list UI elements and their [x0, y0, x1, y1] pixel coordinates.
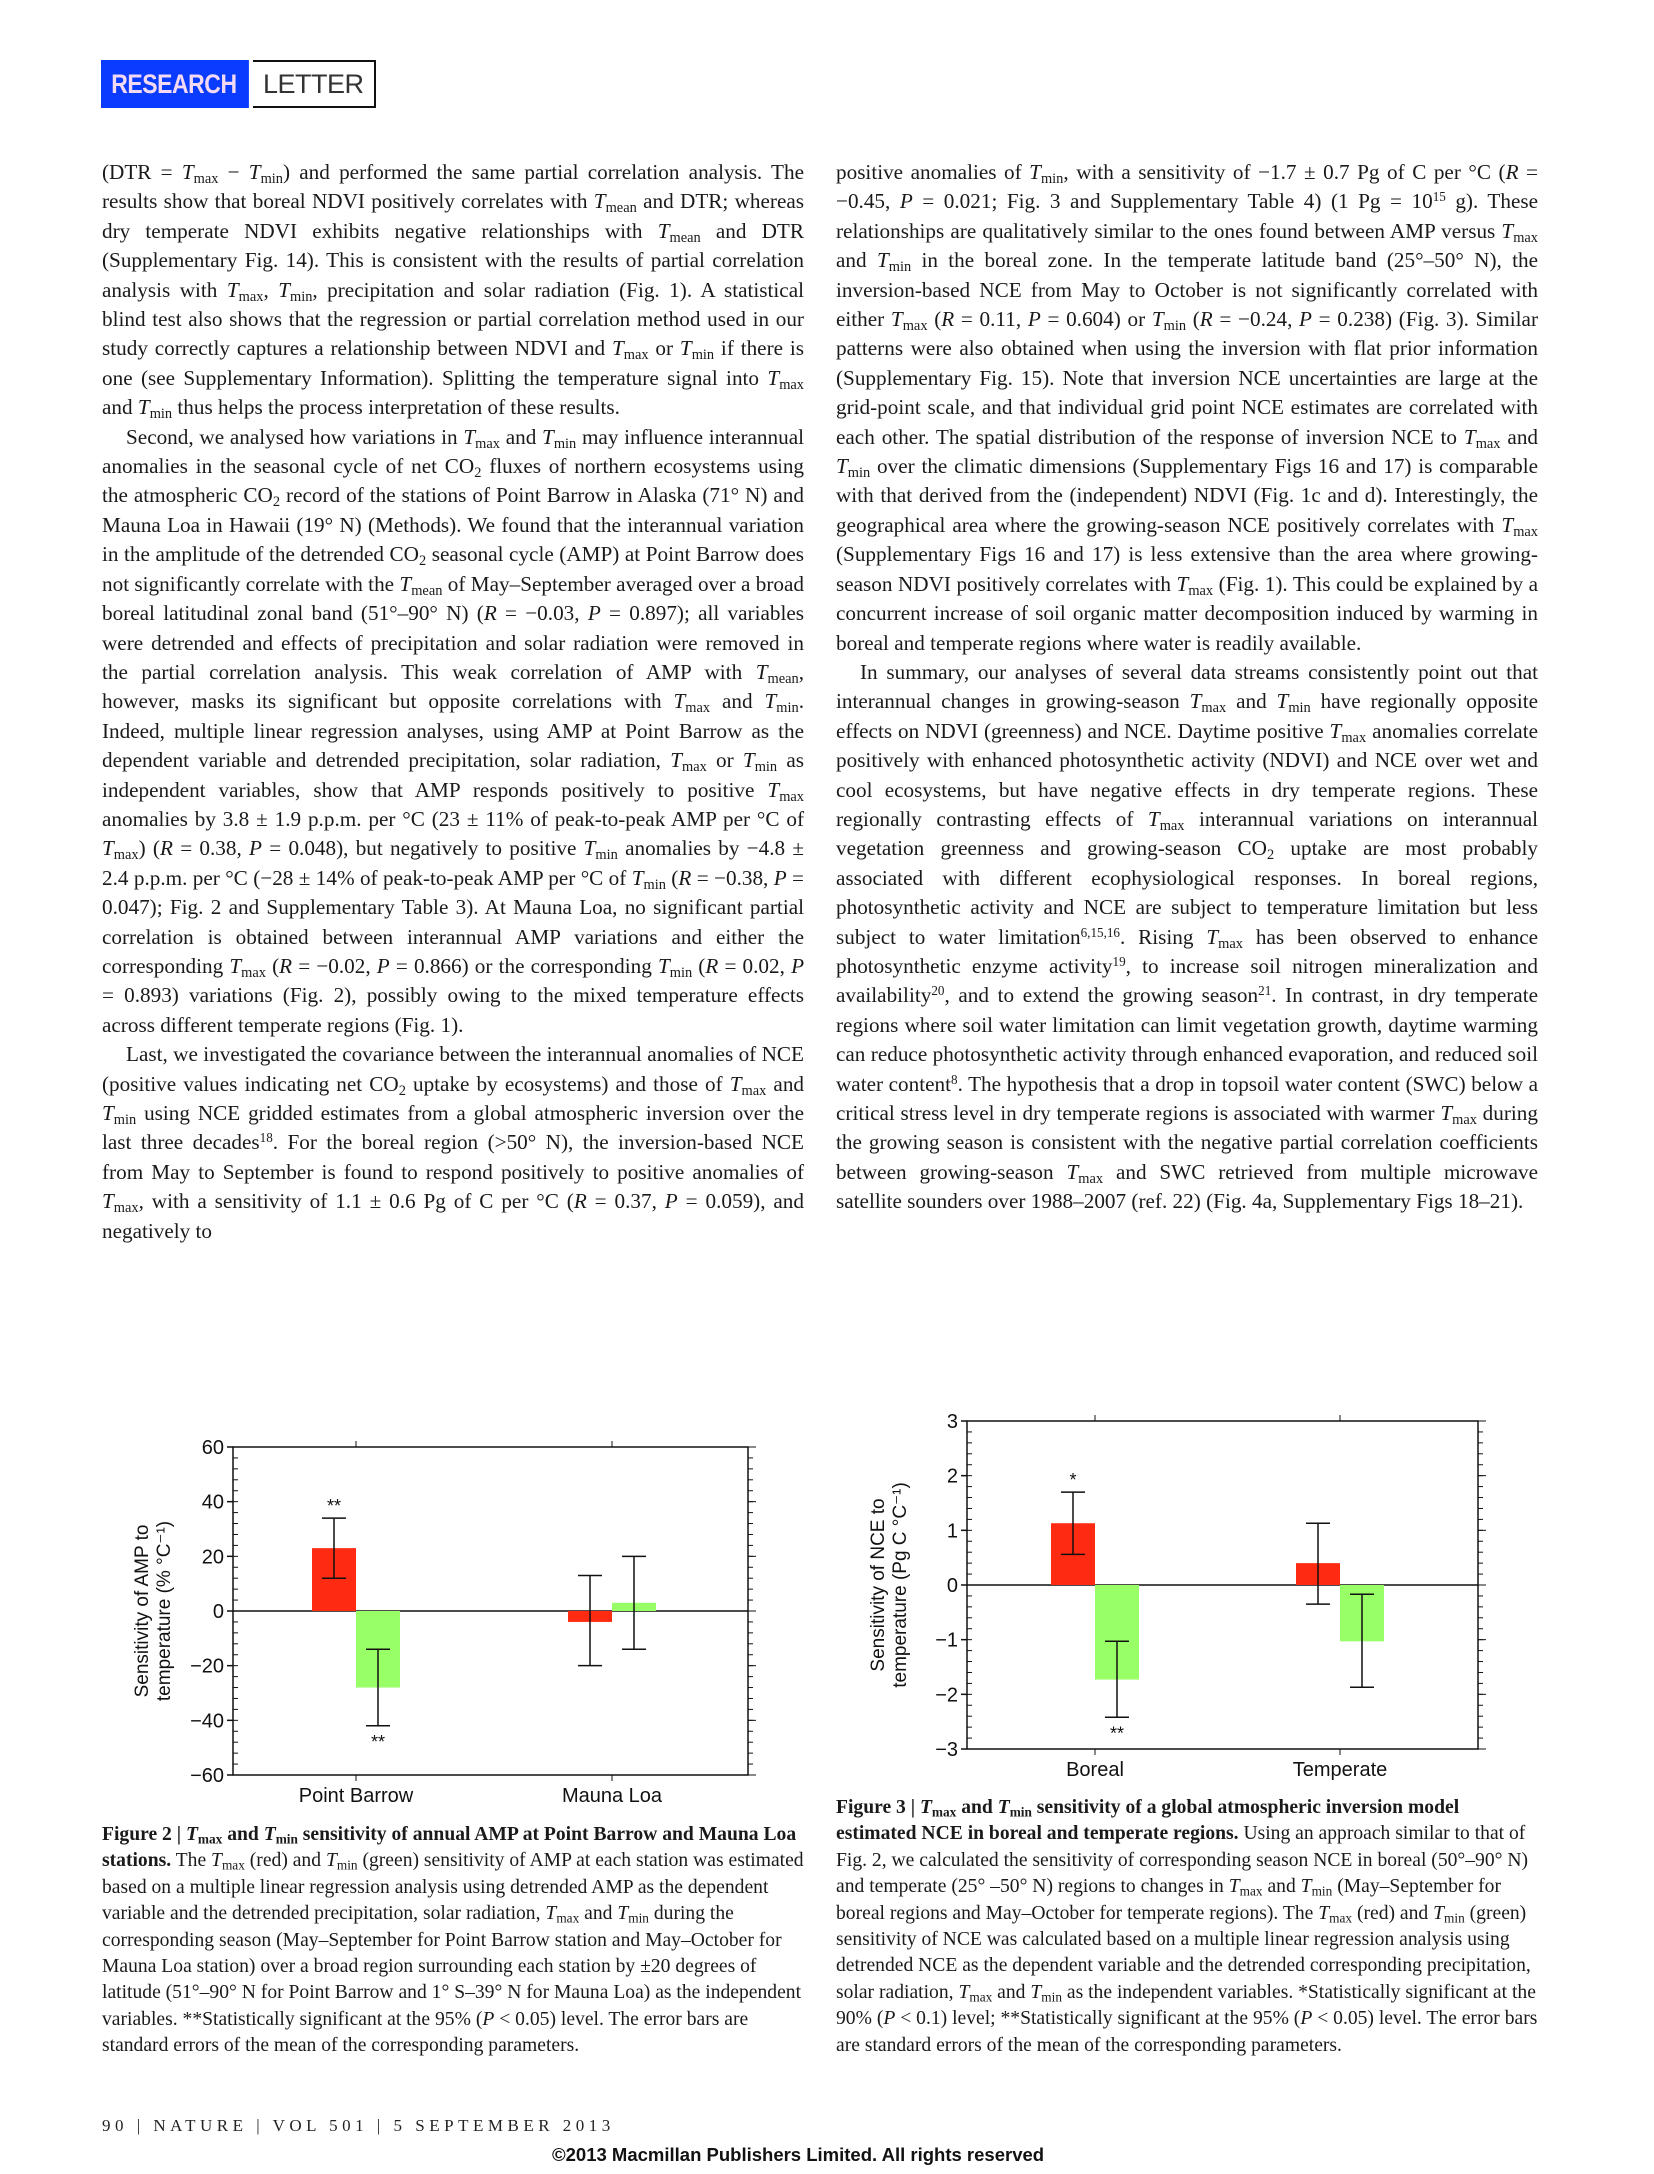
copyright-notice: ©2013 Macmillan Publishers Limited. All rights reserved	[552, 2144, 1045, 2165]
y-tick-label: 1	[946, 1520, 958, 1543]
issue-date: 5 SEPTEMBER 2013	[393, 2116, 615, 2135]
y-axis-label: temperature (% °C⁻¹)	[154, 1520, 175, 1702]
significance-marker: **	[326, 1496, 342, 1517]
y-tick-label: −1	[935, 1629, 958, 1652]
paragraph: $(DTR = T_{max} - T_{min})$ and performed the same partial correlation analysis. The results show that boreal NDVI positively correlates with $T_{mean}$ and DTR; whereas dry temperate NDVI exhibits negative relationships with $T_{mean}$ and DTR (Supplementary Fig. 14). This is consistent with the results of partial correlation analysis with $T_{max}$, $T_{min}$, precipitation and solar radiation (Fig. 1). A statistical blind test also shows that the regression or partial correlation method used in our study correctly captures a relationship between NDVI and $T_{max}$ or $T_{min}$ if there is one (see Supplementary Information). Splitting the temperature signal into $T_{max}$ and $T_{min}$ thus helps the process interpretation of these results.	[102, 160, 805, 423]
y-tick-label: −20	[190, 1655, 224, 1678]
figure-3-svg	[834, 1400, 1534, 1785]
x-tick-label: Mauna Loa	[561, 1785, 663, 1805]
x-tick-label: Temperate	[1292, 1759, 1388, 1781]
article-type-label: LETTER	[253, 60, 376, 108]
paragraph: Second, we analysed how variations in $T_{max}$ and $T_{min}$ may influence interannual anomalies in the seasonal cycle of net $CO_2$ fluxes of northern ecosystems using the atmospheric $CO_2$ record of the stations of Point Barrow in Alaska (71° N) and Mauna Loa in Hawaii (19° N) (Methods). We found that the interannual variation in the amplitude of the detrended $CO_2$ seasonal cycle (AMP) at Point Barrow does not significantly correlate with the $T_{mean}$ of May–September averaged over a broad boreal latitudinal zonal band (51°–90° N) (R = −0.03, P = 0.897); all variables were detrended and effects of precipitation and solar radiation were removed in the partial correlation analysis. This weak correlation of AMP with $T_{mean}$, however, masks its significant but opposite correlations with $T_{max}$ and $T_{min}$. Indeed, multiple linear regression analyses, using AMP at Point Barrow as the dependent variable and detrended precipitation, solar radiation, $T_{max}$ or $T_{min}$ as independent variables, show that AMP responds positively to positive $T_{max}$ anomalies by 3.8 ± 1.9 p.p.m. per °C (23 ± 11% of peak-to-peak AMP per °C of $T_{max}$) (R = 0.38, P = 0.048), but negatively to positive $T_{min}$ anomalies by −4.8 ± 2.4 p.p.m. per °C (−28 ± 14% of peak-to-peak AMP per °C of $T_{min}$ (R = −0.38, P = 0.047); Fig. 2 and Supplementary Table 3). At Mauna Loa, no significant partial correlation is obtained between interannual AMP variations and either the corresponding $T_{max}$ (R = −0.02, P = 0.866) or the corresponding $T_{min}$ (R = 0.02, P = 0.893) variations (Fig. 2), possibly owing to the mixed temperature effects across different temperate regions (Fig. 1).	[102, 424, 805, 1037]
paragraph: positive anomalies of $T_{min}$, with a sensitivity of −1.7 ± 0.7 Pg of C per °C (R = −0.45, P = 0.021; Fig. 3 and Supplementary Table 4) (1 $Pg = 10^{15}$ g). These relationships are qualitatively similar to the ones found between AMP versus $T_{max}$ and $T_{min}$ in the boreal zone. In the temperate latitude band (25°–50° N), the inversion-based NCE from May to October is not significantly correlated with either $T_{max}$ (R = 0.11, P = 0.604) or $T_{min}$ (R = −0.24, P = 0.238) (Fig. 3). Similar patterns were also obtained when using the inversion with flat prior information (Supplementary Fig. 15). Note that inversion NCE uncertainties are large at the grid-point scale, and that individual grid point NCE estimates are correlated with each other. The spatial distribution of the response of inversion NCE to $T_{max}$ and $T_{min}$ over the climatic dimensions (Supplementary Figs 16 and 17) is comparable with that derived from the (independent) NDVI (Fig. 1c and d). Interestingly, the geographical area where the growing-season NCE positively correlates with $T_{max}$ (Supplementary Figs 16 and 17) is less extensive than the area where growing-season NDVI positively correlates with $T_{max}$ (Fig. 1). This could be explained by a concurrent increase of soil organic matter decomposition induced by warming in boreal and temperate regions where water is readily available.	[836, 160, 1539, 655]
y-tick-label: −2	[935, 1684, 958, 1707]
y-tick-label: −60	[190, 1765, 224, 1787]
significance-marker: *	[1069, 1470, 1077, 1491]
paragraph: In summary, our analyses of several data streams consistently point out that interannual changes in growing-season $T_{max}$ and $T_{min}$ have regionally opposite effects on NDVI (greenness) and NCE. Daytime positive $T_{max}$ anomalies correlate positively with enhanced photosynthetic activity (NDVI) and NCE over wet and cool ecosystems, but have negative effects in dry temperate regions. These regionally contrasting effects of $T_{max}$ interannual variations on interannual vegetation greenness and growing-season $CO_2$ uptake are most probably associated with different ecophysiological responses. In boreal regions, photosynthetic activity and NCE are subject to temperature limitation but less subject to water limitation$^{6,15,16}$. Rising $T_{max}$ has been observed to enhance photosynthetic enzyme activity$^{19}$, to increase soil nitrogen mineralization and availability$^{20}$, and to extend the growing season$^{21}$. In contrast, in dry temperate regions where soil water limitation can limit vegetation growth, daytime warming can reduce photosynthetic activity through enhanced evaporation, and reduced soil water content$^8$. The hypothesis that a drop in topsoil water content (SWC) below a critical stress level in dry temperate regions is associated with warmer $T_{max}$ during the growing season is consistent with the negative partial correlation coefficients between growing-season $T_{max}$ and SWC retrieved from multiple microwave satellite sounders over 1988–2007 (ref. 22) (Fig. 4a, Supplementary Figs 18–21).	[836, 659, 1539, 1214]
y-tick-label: 20	[201, 1546, 224, 1569]
y-tick-label: 0	[946, 1575, 958, 1597]
y-tick-label: 60	[201, 1437, 224, 1459]
left-column	[102, 158, 804, 1246]
y-tick-label: 40	[201, 1491, 224, 1514]
y-axis-label: Sensitivity of NCE to	[868, 1498, 889, 1672]
y-tick-label: −3	[935, 1739, 958, 1761]
significance-marker: **	[1109, 1723, 1125, 1744]
page-footer: 90 | NATURE | VOL 501 | 5 SEPTEMBER 2013	[102, 2116, 615, 2135]
y-axis-label: temperature (Pg C °C⁻¹)	[890, 1482, 911, 1688]
x-tick-label: Point Barrow	[298, 1785, 414, 1805]
figure-3-chart	[834, 1400, 1534, 1790]
section-label: RESEARCH	[101, 60, 249, 108]
significance-marker: **	[370, 1731, 386, 1752]
journal-name: NATURE	[153, 2116, 248, 2135]
y-tick-label: 2	[946, 1465, 958, 1488]
y-tick-label: 0	[212, 1601, 224, 1623]
y-tick-label: −40	[190, 1710, 224, 1733]
figure-2-caption: Figure 2 | $T_{max}$ and $T_{min}$ sensitivity of annual AMP at Point Barrow and Mauna Loa stations. The $T_{max}$ (red) and $T_{min}$ (green) sensitivity of AMP at each station was estimated based on a multiple linear regression analysis using detrended AMP as the dependent variable and the detrended precipitation, solar radiation, $T_{max}$ and $T_{min}$ during the corresponding season (May–September for Point Barrow station and May–October for Mauna Loa station) over a broad region surrounding each station by ±20 degrees of latitude (51°–90° N for Point Barrow and 1° S–39° N for Mauna Loa) as the independent variables. **Statistically significant at the 95% (P < 0.05) level. The error bars are standard errors of the mean of the corresponding parameters.	[102, 1824, 804, 2057]
figure-2-svg	[100, 1425, 800, 1805]
right-column	[836, 158, 1538, 1217]
section-header	[101, 60, 376, 108]
x-tick-label: Boreal	[1066, 1759, 1124, 1781]
figure-3-caption: Figure 3 | $T_{max}$ and $T_{min}$ sensitivity of a global atmospheric inversion model estimated NCE in boreal and temperate regions. Using an approach similar to that of Fig. 2, we calculated the sensitivity of corresponding season NCE in boreal (50°–90° N) and temperate (25° –50° N) regions to changes in $T_{max}$ and $T_{min}$ (May–September for boreal regions and May–October for temperate regions). The $T_{max}$ (red) and $T_{min}$ (green) sensitivity of NCE was calculated based on a multiple linear regression analysis using detrended NCE as the dependent variable and the detrended corresponding precipitation, solar radiation, $T_{max}$ and $T_{min}$ as the independent variables. *Statistically significant at the 90% (P < 0.1) level; **Statistically significant at the 95% (P < 0.05) level. The error bars are standard errors of the mean of the corresponding parameters.	[836, 1797, 1538, 2056]
figure-2-chart	[100, 1425, 800, 1810]
paragraph: Last, we investigated the covariance between the interannual anomalies of NCE (positive values indicating net $CO_2$ uptake by ecosystems) and those of $T_{max}$ and $T_{min}$ using NCE gridded estimates from a global atmospheric inversion over the last three decades$^{18}$. For the boreal region (>50° N), the inversion-based NCE from May to September is found to respond positively to positive anomalies of $T_{max}$, with a sensitivity of 1.1 ± 0.6 Pg of C per °C (R = 0.37, P = 0.059), and negatively to	[102, 1042, 805, 1243]
y-axis-label: Sensitivity of AMP to	[132, 1524, 153, 1698]
y-tick-label: 3	[946, 1411, 958, 1433]
page-number: 90	[102, 2116, 128, 2135]
volume: VOL 501	[272, 2116, 369, 2135]
